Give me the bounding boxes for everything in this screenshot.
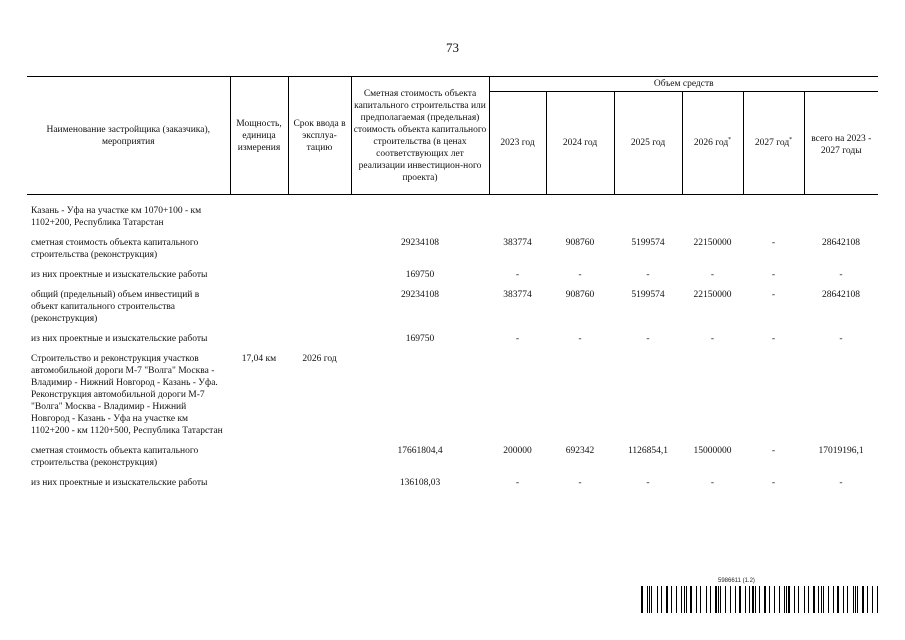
barcode-bar <box>706 586 707 613</box>
barcode-icon <box>641 586 878 613</box>
barcode-bar <box>749 586 750 613</box>
barcode-bar <box>784 586 785 613</box>
row-total: 17019196,1 <box>818 446 864 456</box>
barcode-bar <box>718 586 719 613</box>
barcode-bar <box>661 586 662 613</box>
header-funds: Объем средств <box>489 77 878 92</box>
barcode-bar <box>715 586 717 613</box>
row-capacity <box>230 205 288 237</box>
barcode-bar <box>700 586 701 613</box>
row-cost: 169750 <box>405 334 435 344</box>
row-value-2024: 908760 <box>565 290 595 300</box>
barcode-bar <box>651 586 652 613</box>
barcode-bar <box>735 586 736 613</box>
barcode-bar <box>764 586 766 613</box>
row-total: 28642108 <box>822 238 860 248</box>
header-year-2025: 2025 год <box>614 92 682 195</box>
row-capacity: 17,04 км <box>241 354 277 364</box>
row-value-2023: - <box>515 270 520 280</box>
row-value-2024: 692342 <box>565 446 595 456</box>
barcode-bar <box>794 586 795 613</box>
barcode-bar <box>808 586 809 613</box>
row-value-2027: - <box>771 238 776 248</box>
row-value-2025 <box>614 353 682 445</box>
row-capacity <box>230 289 288 333</box>
barcode-bar <box>862 586 864 613</box>
row-value-2023: - <box>515 334 520 344</box>
row-name: Казань - Уфа на участке км 1070+100 - км 1102+200, Республика Татарстан <box>31 206 202 228</box>
row-name: из них проектные и изыскательские работы <box>31 478 208 488</box>
row-value-2026: - <box>710 478 715 488</box>
row-value-2027: - <box>771 334 776 344</box>
row-value-2024: - <box>578 478 582 488</box>
row-name: Строительство и реконструкция участков автомобильной дороги М-7 "Волга" Москва - Владимир - Нижний Новгород - Казань - Уфа. Реконструкция автомобильной дороги М-7 "Волга" Москва - Владимир - Нижний Новгород - Казань - Уфа на участке км 1102+200 - км 1120+500, Республика Татарстан <box>31 354 223 436</box>
row-value-2025: 5199574 <box>631 290 665 300</box>
row-capacity <box>230 477 288 497</box>
row-term <box>288 237 351 269</box>
row-value-2027: - <box>771 270 776 280</box>
row-term <box>288 269 351 289</box>
header-total: всего на 2023 - 2027 годы <box>804 92 878 195</box>
row-term: 2026 год <box>302 354 337 364</box>
row-value-2023 <box>489 353 546 445</box>
table-row <box>27 477 878 497</box>
table-row <box>27 333 878 353</box>
row-name: из них проектные и изыскательские работы <box>31 334 208 344</box>
barcode-bar <box>647 586 648 613</box>
barcode-bar <box>798 586 799 613</box>
row-value-2026 <box>682 205 743 237</box>
row-name: сметная стоимость объекта капитального строительства (реконструкция) <box>31 446 199 468</box>
barcode-bar <box>779 586 780 613</box>
barcode-bar <box>696 586 697 613</box>
header-year-2027: 2027 год* <box>743 92 804 195</box>
barcode-bar <box>786 586 787 613</box>
row-value-2024: 908760 <box>565 238 595 248</box>
barcode-bar <box>823 586 824 613</box>
table-row <box>27 269 878 289</box>
barcode-bar <box>833 586 834 613</box>
row-value-2023 <box>489 205 546 237</box>
header-term: Срок ввода в эксплуа-тацию <box>288 77 351 195</box>
barcode-bar <box>686 586 687 613</box>
table-row <box>27 205 878 237</box>
barcode-bar <box>818 586 819 613</box>
row-value-2025 <box>614 205 682 237</box>
barcode-bar <box>774 586 775 613</box>
row-cost: 29234108 <box>401 238 439 248</box>
barcode-bar <box>828 586 829 613</box>
row-cost: 136108,03 <box>399 478 441 488</box>
row-value-2024 <box>546 205 614 237</box>
row-cost <box>351 353 489 445</box>
row-value-2026: 15000000 <box>693 446 732 456</box>
row-value-2025: - <box>646 270 650 280</box>
header-cost: Сметная стоимость объекта капитального строительства или предполагаемая (предельная) стоимость объекта капитального строительства (в ценах соответствующих лет реализации инвестицион-ного проекта) <box>351 77 489 195</box>
row-term <box>288 289 351 333</box>
row-total <box>804 353 878 445</box>
barcode-bar <box>671 586 672 613</box>
barcode-bar <box>853 586 854 613</box>
barcode-bar <box>837 586 839 613</box>
row-value-2026: 22150000 <box>693 290 732 300</box>
barcode-bar <box>855 586 856 613</box>
barcode-bar <box>720 586 721 613</box>
row-term <box>288 205 351 237</box>
page-number: 73 <box>446 40 459 55</box>
row-value-2026: - <box>710 334 715 344</box>
table-row <box>27 353 878 445</box>
barcode-bar <box>804 586 805 613</box>
header-year-2023: 2023 год <box>489 92 546 195</box>
barcode-bar <box>649 586 650 613</box>
row-value-2026: - <box>710 270 715 280</box>
row-total: - <box>839 334 843 344</box>
row-capacity <box>230 333 288 353</box>
row-value-2023: 383774 <box>503 238 532 248</box>
row-value-2023: - <box>515 478 520 488</box>
barcode-bar <box>813 586 815 613</box>
header-year-2024: 2024 год <box>546 92 614 195</box>
row-total: - <box>839 270 843 280</box>
row-capacity <box>230 237 288 269</box>
row-value-2026 <box>682 353 743 445</box>
barcode-bar <box>877 586 878 613</box>
barcode-bar <box>755 586 756 613</box>
row-name: сметная стоимость объекта капитального строительства (реконструкция) <box>31 238 199 260</box>
row-cost: 29234108 <box>401 290 439 300</box>
row-total: 28642108 <box>822 290 860 300</box>
header-year-2026: 2026 год* <box>682 92 743 195</box>
table-row <box>27 237 878 269</box>
row-value-2024: - <box>578 334 582 344</box>
row-value-2027 <box>743 205 804 237</box>
row-value-2025: 1126854,1 <box>627 446 669 456</box>
table-body <box>27 195 878 498</box>
table-header <box>27 77 878 195</box>
barcode-bar <box>739 586 741 613</box>
row-cost: 169750 <box>405 270 435 280</box>
row-cost: 17661804,4 <box>397 446 443 456</box>
row-capacity <box>230 445 288 477</box>
row-value-2026: 22150000 <box>693 238 732 248</box>
row-capacity <box>230 269 288 289</box>
row-value-2027: - <box>771 446 776 456</box>
row-value-2023: 200000 <box>503 446 532 456</box>
barcode-bar <box>821 586 822 613</box>
row-total <box>804 205 878 237</box>
barcode-bar <box>666 586 668 613</box>
barcode-caption: 5986611 (1.2) <box>718 578 755 584</box>
barcode-bar <box>788 586 790 613</box>
row-value-2027: - <box>771 290 776 300</box>
barcode-bar <box>690 586 692 613</box>
barcode-bar <box>752 586 754 613</box>
barcode-bar <box>872 586 873 613</box>
barcode-bar <box>676 586 677 613</box>
row-value-2025: - <box>646 334 650 344</box>
row-value-2023: 383774 <box>503 290 532 300</box>
row-value-2025: - <box>646 478 650 488</box>
barcode-bar <box>847 586 848 613</box>
barcode-bar <box>710 586 711 613</box>
header-capacity: Мощность, единица измерения <box>230 77 288 195</box>
row-term <box>288 477 351 497</box>
barcode-bar <box>641 586 643 613</box>
row-value-2027: - <box>771 478 776 488</box>
row-value-2027 <box>743 353 804 445</box>
row-term <box>288 333 351 353</box>
row-value-2025: 5199574 <box>631 238 665 248</box>
barcode-bar <box>725 586 726 613</box>
row-name: общий (предельный) объем инвестиций в объект капитального строительства (реконструкция) <box>31 290 200 324</box>
barcode-bar <box>857 586 858 613</box>
investment-table <box>27 76 878 497</box>
table-row <box>27 445 878 477</box>
barcode-bar <box>684 586 685 613</box>
row-term <box>288 445 351 477</box>
barcode-bar <box>657 586 658 613</box>
row-name: из них проектные и изыскательские работы <box>31 270 208 280</box>
barcode-bar <box>730 586 731 613</box>
row-total: - <box>839 478 843 488</box>
row-value-2024: - <box>578 270 582 280</box>
barcode-bar <box>759 586 760 613</box>
barcode-bar <box>867 586 868 613</box>
row-cost <box>351 205 489 237</box>
barcode-bar <box>843 586 844 613</box>
barcode-bar <box>769 586 770 613</box>
barcode-bar <box>681 586 682 613</box>
row-value-2024 <box>546 353 614 445</box>
barcode-bar <box>745 586 746 613</box>
table-row <box>27 289 878 333</box>
header-name: Наименование застройщика (заказчика), мероприятия <box>27 77 230 195</box>
